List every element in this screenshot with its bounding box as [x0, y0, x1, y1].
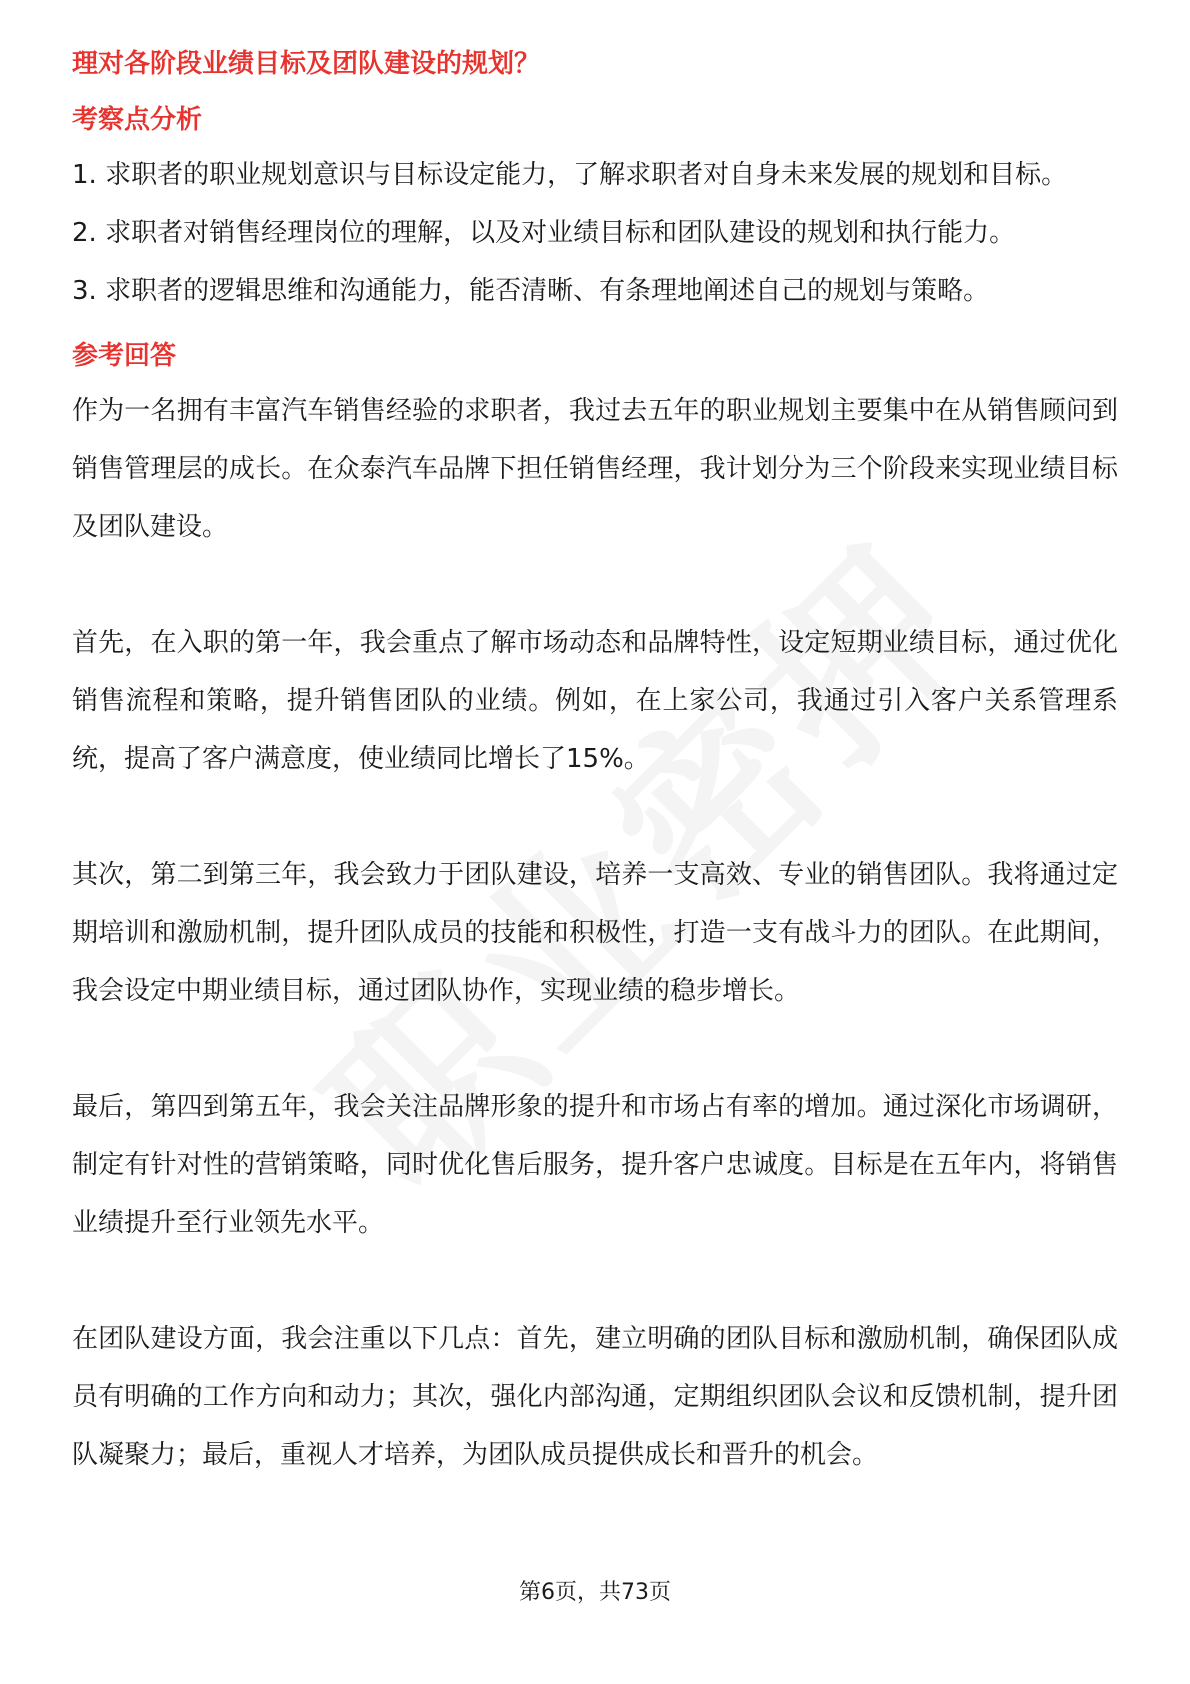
answer-paragraph: 在团队建设方面，我会注重以下几点：首先，建立明确的团队目标和激励机制，确保团队成员有明确的工作方向和动力；其次，强化内部沟通，定期组织团队会议和反馈机制，提升团队凝聚力；最后，重视人才培养，为团队成员提供成长和晋升的机会。: [72, 1324, 1118, 1470]
analysis-list: [72, 146, 1118, 320]
paragraph-gap: [72, 788, 1118, 846]
page-number: 第6页，共73页: [519, 1580, 671, 1605]
analysis-item: 2. 求职者对销售经理岗位的理解，以及对业绩目标和团队建设的规划和执行能力。: [72, 218, 1016, 248]
page-content: [72, 46, 1118, 1484]
analysis-item: 3. 求职者的逻辑思维和沟通能力，能否清晰、有条理地阐述自己的规划与策略。: [72, 276, 990, 306]
paragraph-gap: [72, 556, 1118, 614]
answer-paragraph: 其次，第二到第三年，我会致力于团队建设，培养一支高效、专业的销售团队。我将通过定期培训和激励机制，提升团队成员的技能和积极性，打造一支有战斗力的团队。在此期间，我会设定中期业绩目标，通过团队协作，实现业绩的稳步增长。: [72, 860, 1118, 1006]
answer-body: [72, 382, 1118, 1484]
analysis-item: 1. 求职者的职业规划意识与目标设定能力，了解求职者对自身未来发展的规划和目标。: [72, 160, 1068, 190]
paragraph-gap: [72, 1020, 1118, 1078]
answer-heading: 参考回答: [72, 341, 177, 371]
paragraph-gap: [72, 1252, 1118, 1310]
answer-paragraph: 作为一名拥有丰富汽车销售经验的求职者，我过去五年的职业规划主要集中在从销售顾问到销售管理层的成长。在众泰汽车品牌下担任销售经理，我计划分为三个阶段来实现业绩目标及团队建设。: [72, 396, 1118, 542]
analysis-heading: 考察点分析: [72, 105, 203, 135]
answer-paragraph: 最后，第四到第五年，我会关注品牌形象的提升和市场占有率的增加。通过深化市场调研，制定有针对性的营销策略，同时优化售后服务，提升客户忠诚度。目标是在五年内，将销售业绩提升至行业领先水平。: [72, 1092, 1118, 1238]
answer-paragraph: 首先，在入职的第一年，我会重点了解市场动态和品牌特性，设定短期业绩目标，通过优化销售流程和策略，提升销售团队的业绩。例如，在上家公司，我通过引入客户关系管理系统，提高了客户满意度，使业绩同比增长了15%。: [72, 628, 1118, 774]
question-heading: 理对各阶段业绩目标及团队建设的规划？: [72, 49, 541, 79]
